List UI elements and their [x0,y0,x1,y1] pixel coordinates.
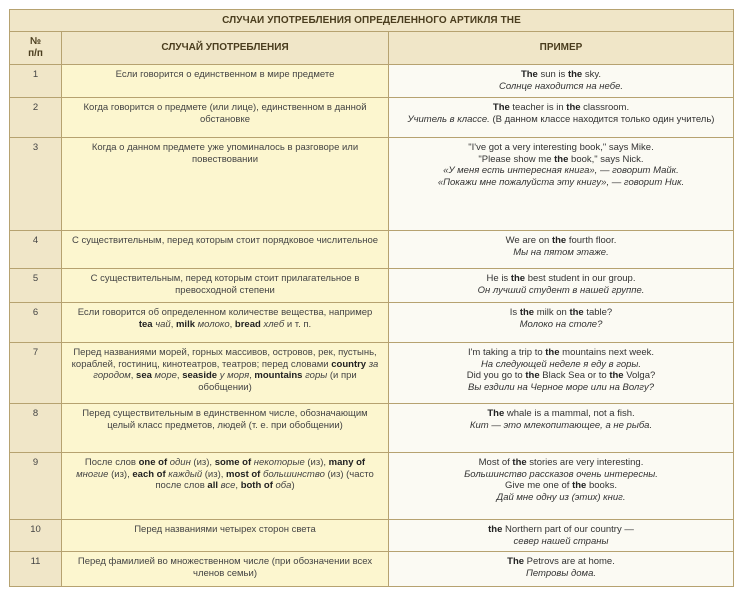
example-line [399,347,723,359]
text-run: Перед названиями четырех сторон света [134,524,316,535]
text-run: , [130,370,137,382]
table-title-row [10,10,734,32]
translation-text: все [220,480,236,492]
translation-text: большинство [263,468,325,480]
usage-example [389,65,734,98]
usage-case [62,520,389,552]
text-run: (из), [190,457,215,468]
translation-text: Мы на пятом этаже. [513,246,609,258]
row-number: 7 [10,343,62,404]
bold-term: sea [136,370,152,382]
text-run: best student in our group. [525,273,636,284]
translation-text: оба [275,480,292,492]
example-line [399,492,723,504]
text-run: mountains next week. [559,347,655,358]
example-line [399,556,723,568]
example-line [399,177,723,189]
row-number: 9 [10,453,62,520]
usage-case [62,343,389,404]
usage-case [62,552,389,587]
text-run: (В данном классе находится только один учитель) [489,113,715,125]
table-row [10,269,734,303]
articles-table [9,9,734,587]
translation-text: Солнце находится на небе. [498,80,624,92]
bold-term: the [572,480,587,492]
example-line [399,247,723,259]
bold-term: the [510,273,526,284]
bold-term: milk [175,318,195,330]
text-run: books. [586,480,617,492]
bold-term: all [207,480,218,492]
row-number: 11 [10,552,62,587]
usage-example [389,303,734,343]
text-run: Petrovs are at home. [524,556,615,567]
bold-term: the [512,457,527,468]
example-line [399,457,723,469]
table-body [10,65,734,587]
table-row [10,303,734,343]
table-row [10,231,734,269]
table-row [10,520,734,552]
example-line [399,285,723,297]
bold-term: the [554,153,569,165]
example-line [399,165,723,177]
text-run: После слов [84,457,139,468]
text-run: , [176,370,183,382]
translation-text: Учитель в классе. [407,113,490,125]
translation-text: Молоко на столе? [519,318,603,330]
text-run: book," says Nick. [568,153,644,165]
example-line [399,480,723,492]
text-run: Black Sea or to [539,370,610,382]
example-line [399,469,723,481]
text-run: ) [291,480,295,492]
text-run: Если говорится о единственном в мире предмете [115,69,335,80]
row-number: 1 [10,65,62,98]
translation-text: На следующей неделе я еду в горы. [480,358,642,370]
row-number: 5 [10,269,62,303]
text-run: Did you go to [466,370,526,382]
bold-term: tea [138,318,153,330]
bold-term: both of [240,480,273,492]
bold-term: the [609,370,624,382]
translation-text: чай [155,318,171,330]
text-run: Volga? [623,370,656,382]
text-run: Когда говорится о предмете (или лице), единственном в данной обстановке [83,102,367,125]
translation-text: горы [305,370,328,382]
usage-example [389,231,734,269]
text-run: Перед фамилией во множественном числе (при обозначении всех членов семьи) [77,556,373,579]
table-row [10,98,734,138]
example-line [399,370,723,382]
translation-text: Петровы дома. [526,567,596,579]
bold-term: the [567,69,583,80]
table-row [10,404,734,453]
translation-text: «Покажи мне пожалуйста эту книгу», — говорит Ник. [437,176,685,188]
text-run: "I've got a very interesting book," says Mike. [468,142,654,153]
usage-case [62,138,389,231]
text-run: sun is [537,69,568,80]
bold-term: most of [226,468,261,480]
text-run: milk on [534,307,570,318]
usage-example [389,343,734,404]
table-row [10,138,734,231]
example-line [399,319,723,331]
table-row [10,453,734,520]
example-line [399,273,723,285]
translation-text: молоко [197,318,230,330]
text-run: table? [583,307,613,318]
text-run: Перед существительным в единственном числе, обозначающим целый класс предметов, людей (т. е. при обобщении) [82,408,368,431]
usage-case [62,231,389,269]
text-run: , [235,480,241,492]
translation-text: Вы ездили на Черное море или на Волгу? [467,381,655,393]
usage-case [62,98,389,138]
text-run: "Please show me [478,153,555,165]
text-run: , [229,318,235,330]
example-line [399,102,723,114]
usage-example [389,98,734,138]
header-number [10,32,62,65]
example-line [399,536,723,548]
bold-term: the [566,102,581,113]
text-run: teacher is in [509,102,567,113]
example-line [399,142,723,154]
example-line [399,524,723,536]
example-line [399,235,723,247]
translation-text: некоторые [253,457,305,468]
table-row [10,343,734,404]
bold-term: the [551,235,567,246]
bold-term: country [331,358,367,370]
usage-case [62,65,389,98]
usage-example [389,520,734,552]
bold-term: The [507,556,525,567]
bold-term: the [519,307,535,318]
text-run: (из), [304,457,329,468]
bold-term: mountains [254,370,303,382]
header-number-bottom: п/п [28,48,43,59]
translation-text: Дай мне одну из (этих) книг. [496,491,626,503]
translation-text: многие [76,468,109,480]
example-line [399,69,723,81]
text-run: С существительным, перед которым стоит прилагательное в превосходной степени [90,273,360,296]
usage-case [62,404,389,453]
row-number: 10 [10,520,62,552]
text-run: (из), [108,468,133,480]
usage-example [389,552,734,587]
bold-term: many of [328,457,366,468]
row-number: 8 [10,404,62,453]
table-title: СЛУЧАИ УПОТРЕБЛЕНИЯ ОПРЕДЕЛЕННОГО АРТИКЛЯ THE [10,10,734,32]
text-run: Northern part of our country — [502,524,634,535]
usage-example [389,269,734,303]
text-run: sky. [582,69,602,80]
example-line [399,307,723,319]
text-run: I'm taking a trip to [467,347,546,358]
row-number: 3 [10,138,62,231]
example-line [399,81,723,93]
header-number-top: № [29,36,42,47]
translation-text: за городом [93,358,379,382]
usage-example [389,404,734,453]
example-line [399,568,723,580]
example-line [399,382,723,394]
text-run: (из), [202,468,227,480]
text-run: We are on [505,235,552,246]
translation-text: один [169,457,191,468]
text-run: Is [509,307,520,318]
text-run: Most of [478,457,513,468]
example-line [399,420,723,432]
bold-term: the [488,524,503,535]
example-line [399,408,723,420]
bold-term: The [520,69,538,80]
text-run: Перед названиями морей, горных массивов, островов, рек, пустынь, кораблей, гостиниц, кинотеатров, театров; перед словами [71,347,377,370]
bold-term: one of [138,457,168,468]
bold-term: each of [132,468,166,480]
usage-example [389,138,734,231]
header-case: СЛУЧАЙ УПОТРЕБЛЕНИЯ [62,32,389,65]
text-run: Когда о данном предмете уже упоминалось в разговоре или повествовании [91,142,359,165]
text-run: , [249,370,255,382]
example-line [399,114,723,126]
usage-case [62,303,389,343]
bold-term: the [569,307,584,318]
text-run: Если говорится об определенном количестве вещества, например [77,307,373,318]
example-line [399,359,723,371]
table-row [10,65,734,98]
text-run: fourth floor. [566,235,617,246]
translation-text: «У меня есть интересная книга», — говорит Майк. [443,165,679,177]
articles-table-container [9,9,733,587]
row-number: 2 [10,98,62,138]
translation-text: хлеб [263,318,285,330]
bold-term: bread [234,318,261,330]
bold-term: some of [214,457,252,468]
text-run: и т. п. [284,318,312,330]
translation-text: Большинство рассказов очень интересны. [464,468,658,480]
text-run: stories are very interesting. [526,457,644,468]
text-run: (из) (часто после слов [155,468,374,492]
usage-example [389,453,734,520]
text-run: whale is a mammal, not a fish. [504,408,635,419]
bold-term: The [492,102,510,113]
translation-text: море [154,370,177,382]
bold-term: seaside [182,370,218,382]
usage-case [62,453,389,520]
row-number: 4 [10,231,62,269]
usage-case [62,269,389,303]
table-row [10,552,734,587]
text-run: Give me one of [505,480,573,492]
translation-text: север нашей страны [513,535,609,547]
text-run: He is [486,273,511,284]
text-run: (и при обобщении) [198,370,357,393]
translation-text: Он лучший студент в нашей группе. [477,284,645,296]
row-number: 6 [10,303,62,343]
text-run: classroom. [580,102,630,113]
text-run: С существительным, перед которым стоит порядковое числительное [71,235,379,246]
header-example: ПРИМЕР [389,32,734,65]
bold-term: The [487,408,505,419]
translation-text: каждый [168,468,203,480]
text-run: , [170,318,176,330]
translation-text: у моря [219,370,250,382]
table-header-row [10,32,734,65]
example-line [399,154,723,166]
bold-term: the [525,370,540,382]
bold-term: the [545,347,560,358]
translation-text: Кит — это млекопитающее, а не рыба. [469,419,653,431]
